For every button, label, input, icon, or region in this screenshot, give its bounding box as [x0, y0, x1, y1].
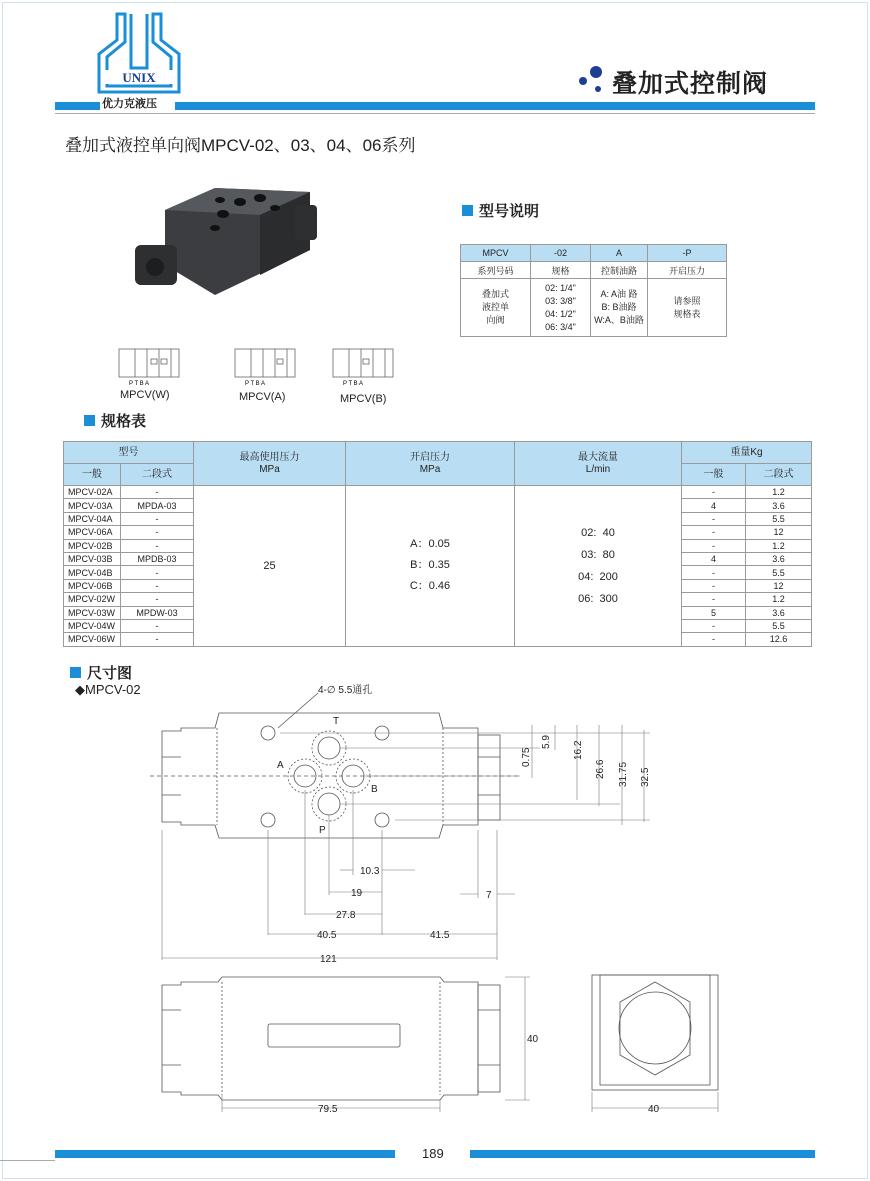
- table-row: [64, 486, 812, 499]
- svg-text:79.5: 79.5: [318, 1104, 338, 1115]
- model-two-stage: -: [121, 579, 194, 592]
- svg-text:UNIX: UNIX: [122, 70, 156, 85]
- model-general: MPCV-04B: [64, 566, 121, 579]
- page-title: 叠加式液控单向阀MPCV-02、03、04、06系列: [65, 136, 416, 155]
- weight-general: -: [682, 566, 746, 579]
- model-general: MPCV-04W: [64, 619, 121, 632]
- max-pressure-cell: 25: [194, 486, 346, 647]
- model-two-stage: -: [121, 526, 194, 539]
- svg-text:27.8: 27.8: [336, 910, 356, 921]
- square-bullet-icon: [70, 667, 81, 678]
- header-divider: [55, 113, 815, 114]
- header-bar-left: [55, 102, 100, 110]
- weight-two-stage: 5.5: [746, 566, 812, 579]
- svg-text:16.2: 16.2: [573, 740, 584, 760]
- model-two-stage: MPDA-03: [121, 499, 194, 512]
- header-bar: [175, 102, 815, 110]
- dots-icon: [578, 64, 608, 94]
- footer-bar-left: [55, 1150, 395, 1158]
- model-explain-table: MPCV -02 A -P 系列号码 规格 控制油路 开启压力 叠加式 液控单 向阀 02: 1/4" 03: 3/8" 04: 1/2" 06: 3/4" A: A油 路 B: B油路 W:A、B油路 请参照 规格表: [460, 244, 727, 337]
- weight-two-stage: 12: [746, 526, 812, 539]
- svg-text:40.5: 40.5: [317, 930, 337, 941]
- weight-general: -: [682, 633, 746, 646]
- model-general: MPCV-02B: [64, 539, 121, 552]
- weight-two-stage: 3.6: [746, 499, 812, 512]
- svg-text:5.9: 5.9: [541, 735, 552, 749]
- svg-text:32.5: 32.5: [640, 767, 651, 787]
- crack-pressure-cell: A：0.05 B：0.35 C：0.46: [346, 486, 515, 647]
- weight-two-stage: 12.6: [746, 633, 812, 646]
- weight-two-stage: 3.6: [746, 606, 812, 619]
- model-two-stage: MPDW-03: [121, 606, 194, 619]
- model-two-stage: -: [121, 593, 194, 606]
- svg-text:0.75: 0.75: [521, 747, 532, 767]
- model-two-stage: -: [121, 486, 194, 499]
- model-general: MPCV-06A: [64, 526, 121, 539]
- svg-text:121: 121: [320, 954, 337, 965]
- weight-general: -: [682, 512, 746, 525]
- weight-general: -: [682, 619, 746, 632]
- square-bullet-icon: [84, 415, 95, 426]
- hydraulic-symbols: [115, 345, 415, 390]
- weight-general: -: [682, 593, 746, 606]
- model-two-stage: -: [121, 539, 194, 552]
- dimension-heading: 尺寸图: [70, 662, 132, 683]
- svg-text:T: T: [333, 716, 340, 727]
- valve-photo: [135, 180, 325, 305]
- model-general: MPCV-03W: [64, 606, 121, 619]
- weight-general: 4: [682, 499, 746, 512]
- svg-text:40: 40: [648, 1104, 660, 1115]
- symbol-label-a: MPCV(A): [239, 391, 286, 403]
- model-general: MPCV-06B: [64, 579, 121, 592]
- square-bullet-icon: [462, 205, 473, 216]
- svg-text:26.6: 26.6: [595, 759, 606, 779]
- weight-two-stage: 1.2: [746, 593, 812, 606]
- weight-general: 5: [682, 606, 746, 619]
- weight-two-stage: 1.2: [746, 539, 812, 552]
- spec-table: 型号 最高使用压力 MPa 开启压力 MPa 最大流量 L/min 重量Kg 一般 二段式 一般 二段式 MPCV-02A - 25 A：0.05 B：0.35 C：0.46 02: 40 03: 80 04: 200 06: 300 - 1.2 MPCV-03A MPDA-03 4 3.6 MPCV-04A - - 5.5 MPCV-06A - - 12 MPCV-02B - - 1.2 MPCV-03B MPDB-03 4 3.6 MPCV-04B - - 5.5 MPCV-06B - - 12 MPCV-02W - - 1.2 MPCV-03W MPDW-03 5 3.6 MPCV-04W - - 5.5 MPCV-06W - - 12.6: [63, 441, 812, 647]
- section-title: 叠加式控制阀: [612, 70, 769, 98]
- model-general: MPCV-04A: [64, 512, 121, 525]
- model-two-stage: -: [121, 512, 194, 525]
- model-general: MPCV-03A: [64, 499, 121, 512]
- weight-two-stage: 5.5: [746, 619, 812, 632]
- svg-text:41.5: 41.5: [430, 930, 450, 941]
- spec-heading: 规格表: [84, 410, 146, 431]
- weight-two-stage: 5.5: [746, 512, 812, 525]
- model-general: MPCV-06W: [64, 633, 121, 646]
- model-general: MPCV-03B: [64, 552, 121, 565]
- company-name: 优力克液压: [102, 98, 157, 110]
- page-number: 189: [422, 1146, 444, 1161]
- weight-general: -: [682, 486, 746, 499]
- svg-text:A: A: [277, 760, 284, 771]
- weight-general: -: [682, 526, 746, 539]
- svg-text:19: 19: [351, 888, 363, 899]
- model-general: MPCV-02W: [64, 593, 121, 606]
- svg-text:10.3: 10.3: [360, 866, 380, 877]
- svg-text:31.75: 31.75: [618, 761, 629, 787]
- model-explain-heading: 型号说明: [462, 200, 539, 221]
- svg-text:7: 7: [486, 890, 492, 901]
- footer-line: [0, 1160, 55, 1161]
- svg-text:P T B A: P T B A: [129, 381, 150, 387]
- model-general: MPCV-02A: [64, 486, 121, 499]
- weight-general: -: [682, 579, 746, 592]
- svg-text:P: P: [319, 825, 326, 836]
- unix-logo: [95, 10, 185, 98]
- weight-two-stage: 1.2: [746, 486, 812, 499]
- weight-two-stage: 3.6: [746, 552, 812, 565]
- weight-general: -: [682, 539, 746, 552]
- svg-text:B: B: [371, 784, 378, 795]
- svg-text:40: 40: [527, 1034, 539, 1045]
- svg-text:4-∅ 5.5通孔: 4-∅ 5.5通孔: [318, 685, 373, 696]
- symbol-label-b: MPCV(B): [340, 393, 387, 405]
- svg-text:P T B A: P T B A: [343, 381, 364, 387]
- symbol-label-w: MPCV(W): [120, 389, 170, 401]
- model-two-stage: -: [121, 566, 194, 579]
- weight-two-stage: 12: [746, 579, 812, 592]
- footer-bar-right: [470, 1150, 815, 1158]
- svg-text:P T B A: P T B A: [245, 381, 266, 387]
- model-label: ◆MPCV-02: [75, 682, 141, 697]
- max-flow-cell: 02: 40 03: 80 04: 200 06: 300: [515, 486, 682, 647]
- model-two-stage: -: [121, 633, 194, 646]
- model-two-stage: -: [121, 619, 194, 632]
- model-two-stage: MPDB-03: [121, 552, 194, 565]
- weight-general: 4: [682, 552, 746, 565]
